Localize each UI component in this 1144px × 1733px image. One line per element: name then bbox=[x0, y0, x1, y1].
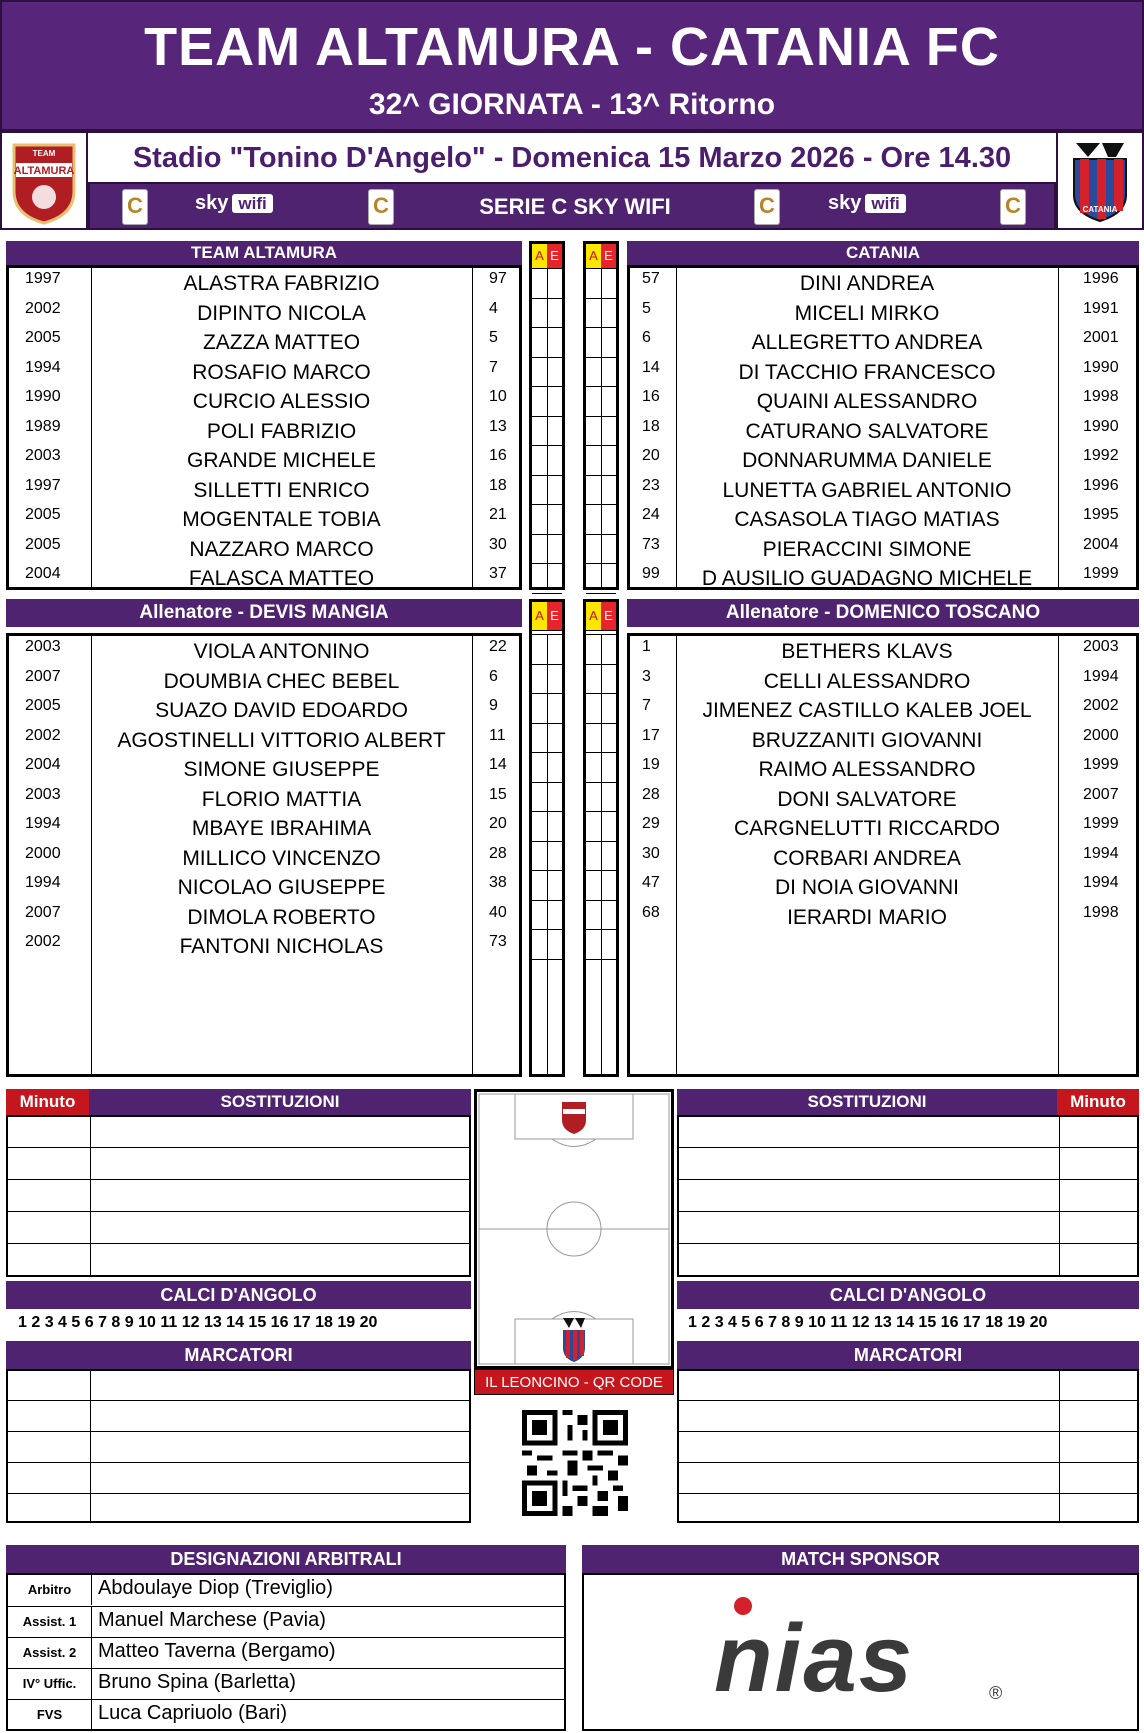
player-name: DIMOLA ROBERTO bbox=[187, 905, 376, 929]
altamura-crest-icon bbox=[2, 133, 86, 228]
referees-table bbox=[6, 1573, 566, 1731]
player-number: 97 bbox=[489, 270, 507, 287]
player-name: VIOLA ANTONINO bbox=[193, 640, 370, 663]
player-name: AGOSTINELLI VITTORIO ALBERT bbox=[117, 728, 446, 752]
altamura-logo bbox=[0, 131, 88, 230]
player-number: 6 bbox=[642, 329, 651, 346]
player-name: LUNETTA GABRIEL ANTONIO bbox=[722, 478, 1012, 502]
player-row bbox=[630, 872, 1136, 902]
referees-header: DESIGNAZIONI ARBITRALI bbox=[6, 1545, 566, 1573]
player-birth-year: 2002 bbox=[25, 299, 61, 317]
player-birth-year: 2000 bbox=[25, 844, 61, 862]
home-starters-cards: A E bbox=[529, 241, 565, 590]
serie-c-logo-icon: C bbox=[122, 189, 148, 225]
player-number: 14 bbox=[489, 756, 507, 773]
player-number: 18 bbox=[489, 476, 507, 494]
player-number: 28 bbox=[642, 785, 660, 803]
player-name: DONI SALVATORE bbox=[777, 787, 957, 811]
player-name: ALASTRA FABRIZIO bbox=[183, 272, 380, 295]
player-name: DI NOIA GIOVANNI bbox=[775, 876, 959, 899]
player-number: 38 bbox=[489, 874, 507, 891]
player-row bbox=[9, 725, 519, 755]
away-team-header: CATANIA bbox=[627, 241, 1139, 265]
sky-wifi-logo: sky wifi bbox=[195, 192, 273, 215]
player-number: 37 bbox=[489, 565, 507, 582]
referee-name: Manuel Marchese (Pavia) bbox=[98, 1609, 326, 1631]
player-row bbox=[9, 416, 519, 446]
player-row bbox=[630, 813, 1136, 843]
player-row bbox=[9, 357, 519, 387]
altamura-logo-top: TEAM bbox=[32, 149, 56, 158]
sky-wifi-logo: sky wifi bbox=[828, 192, 906, 215]
player-row bbox=[9, 931, 519, 961]
player-name: FANTONI NICHOLAS bbox=[179, 935, 384, 958]
player-row bbox=[9, 327, 519, 357]
away-subs-header: SOSTITUZIONI bbox=[677, 1089, 1057, 1115]
home-bench-table bbox=[6, 633, 522, 1077]
player-row bbox=[630, 843, 1136, 873]
player-name: MILLICO VINCENZO bbox=[182, 846, 381, 870]
referee-row bbox=[8, 1637, 564, 1667]
player-row bbox=[9, 784, 519, 814]
player-name: GRANDE MICHELE bbox=[186, 449, 377, 472]
player-row bbox=[9, 534, 519, 564]
player-row bbox=[9, 754, 519, 784]
player-number: 11 bbox=[489, 726, 506, 744]
player-name: FALASCA MATTEO bbox=[188, 567, 375, 590]
player-row bbox=[9, 666, 519, 696]
player-name: DINI ANDREA bbox=[799, 272, 935, 295]
player-birth-year: 1995 bbox=[1083, 506, 1119, 523]
player-birth-year: 1997 bbox=[25, 476, 61, 494]
player-number: 7 bbox=[642, 697, 651, 714]
player-number: 20 bbox=[642, 447, 660, 464]
player-name: CORBARI ANDREA bbox=[773, 846, 961, 870]
player-birth-year: 2007 bbox=[1083, 785, 1119, 803]
player-birth-year: 1994 bbox=[1083, 844, 1119, 862]
header-banner bbox=[0, 0, 1144, 131]
player-row bbox=[630, 725, 1136, 755]
player-birth-year: 1994 bbox=[25, 815, 61, 832]
home-starters-table bbox=[6, 265, 522, 590]
player-number: 28 bbox=[489, 844, 507, 862]
player-name: MOGENTALE TOBIA bbox=[182, 508, 381, 531]
referee-row bbox=[8, 1699, 564, 1729]
match-sponsor-header: MATCH SPONSOR bbox=[582, 1545, 1139, 1573]
away-starters-table bbox=[627, 265, 1139, 590]
player-birth-year: 1999 bbox=[1083, 565, 1119, 582]
player-name: DOUMBIA CHEC BEBEL bbox=[163, 669, 400, 693]
strip-center-text: SERIE C SKY WIFI bbox=[479, 194, 671, 219]
player-birth-year: 2003 bbox=[25, 638, 61, 655]
player-name: JIMENEZ CASTILLO KALEB JOEL bbox=[702, 699, 1032, 722]
pitch-diagram bbox=[474, 1089, 674, 1369]
sponsor-logo: nias bbox=[714, 1605, 915, 1712]
match-title: TEAM ALTAMURA - CATANIA FC bbox=[144, 17, 1000, 77]
player-number: 21 bbox=[489, 506, 507, 523]
player-name: FLORIO MATTIA bbox=[201, 787, 362, 811]
player-number: 3 bbox=[642, 667, 651, 685]
player-name: MBAYE IBRAHIMA bbox=[191, 817, 372, 840]
player-name: CURCIO ALESSIO bbox=[192, 390, 371, 413]
player-name: CELLI ALESSANDRO bbox=[763, 669, 971, 693]
league-sponsor-strip bbox=[88, 182, 1056, 230]
player-birth-year: 2005 bbox=[25, 697, 61, 714]
player-number: 20 bbox=[489, 815, 507, 832]
player-birth-year: 1997 bbox=[25, 270, 61, 287]
away-corners-numbers: 1 2 3 4 5 6 7 8 9 10 11 12 13 14 15 16 17 18 19 20 bbox=[688, 1314, 1048, 1331]
player-row bbox=[630, 504, 1136, 534]
player-birth-year: 1991 bbox=[1083, 299, 1119, 317]
player-number: 6 bbox=[489, 667, 498, 685]
player-name: BETHERS KLAVS bbox=[781, 640, 953, 663]
player-name: SIMONE GIUSEPPE bbox=[183, 758, 380, 781]
referee-name: Bruno Spina (Barletta) bbox=[98, 1671, 296, 1693]
player-name: D AUSILIO GUADAGNO MICHELE bbox=[701, 567, 1033, 590]
player-row bbox=[630, 784, 1136, 814]
away-scorers-table bbox=[677, 1369, 1139, 1523]
referee-role: Assist. 2 bbox=[8, 1638, 92, 1668]
venue-line: Stadio "Tonino D'Angelo" - Domenica 15 Marzo 2026 - Ore 14.30 bbox=[88, 131, 1056, 182]
home-team-header: TEAM ALTAMURA bbox=[6, 241, 522, 265]
player-birth-year: 1990 bbox=[25, 388, 61, 405]
player-birth-year: 2002 bbox=[1083, 697, 1119, 714]
player-number: 29 bbox=[642, 815, 660, 832]
player-name: PIERACCINI SIMONE bbox=[762, 537, 972, 561]
player-row bbox=[630, 386, 1136, 416]
player-name: NAZZARO MARCO bbox=[189, 537, 374, 561]
qr-code-icon bbox=[522, 1410, 628, 1516]
referee-row bbox=[8, 1575, 564, 1605]
player-birth-year: 2007 bbox=[25, 667, 61, 685]
player-row bbox=[9, 475, 519, 505]
player-birth-year: 1992 bbox=[1083, 447, 1119, 464]
player-birth-year: 1994 bbox=[1083, 874, 1119, 891]
player-birth-year: 2007 bbox=[25, 903, 61, 921]
player-name: ZAZZA MATTEO bbox=[202, 331, 361, 354]
player-birth-year: 1998 bbox=[1083, 903, 1119, 921]
player-birth-year: 1994 bbox=[25, 358, 61, 376]
player-row bbox=[9, 298, 519, 328]
away-subs-table bbox=[677, 1115, 1139, 1277]
player-row bbox=[630, 695, 1136, 725]
player-birth-year: 2003 bbox=[1083, 638, 1119, 655]
player-name: MICELI MIRKO bbox=[794, 301, 940, 325]
player-birth-year: 2005 bbox=[25, 535, 61, 553]
player-number: 40 bbox=[489, 903, 507, 921]
player-row bbox=[630, 445, 1136, 475]
player-number: 9 bbox=[489, 697, 498, 714]
player-row bbox=[630, 475, 1136, 505]
player-birth-year: 2002 bbox=[25, 933, 61, 950]
player-birth-year: 1996 bbox=[1083, 270, 1119, 287]
player-number: 1 bbox=[642, 638, 651, 655]
player-number: 18 bbox=[642, 417, 660, 435]
player-number: 16 bbox=[489, 447, 507, 464]
player-name: POLI FABRIZIO bbox=[206, 419, 357, 443]
player-name: BRUZZANITI GIOVANNI bbox=[751, 728, 983, 752]
away-minute-header: Minuto bbox=[1057, 1089, 1139, 1115]
player-row bbox=[630, 636, 1136, 666]
player-birth-year: 2004 bbox=[1083, 535, 1119, 553]
serie-c-logo-icon: C bbox=[1000, 189, 1026, 225]
player-birth-year: 1989 bbox=[25, 417, 61, 435]
sponsor-registered: ® bbox=[989, 1683, 1003, 1703]
player-number: 47 bbox=[642, 874, 660, 891]
player-name: CASASOLA TIAGO MATIAS bbox=[734, 508, 1000, 531]
player-row bbox=[9, 563, 519, 593]
player-number: 19 bbox=[642, 756, 660, 773]
player-number: 23 bbox=[642, 476, 660, 494]
player-birth-year: 2004 bbox=[25, 565, 61, 582]
home-scorers-header: MARCATORI bbox=[6, 1341, 471, 1369]
player-row bbox=[630, 268, 1136, 298]
player-row bbox=[630, 902, 1136, 932]
player-birth-year: 1999 bbox=[1083, 815, 1119, 832]
serie-c-logo-icon: C bbox=[368, 189, 394, 225]
player-number: 30 bbox=[489, 535, 507, 553]
home-subs-header: SOSTITUZIONI bbox=[89, 1089, 471, 1115]
player-number: 30 bbox=[642, 844, 660, 862]
away-coach: Allenatore - DOMENICO TOSCANO bbox=[627, 599, 1139, 627]
qr-code[interactable] bbox=[522, 1410, 628, 1516]
player-birth-year: 1996 bbox=[1083, 476, 1119, 494]
player-row bbox=[630, 416, 1136, 446]
away-bench-table bbox=[627, 633, 1139, 1077]
pitch-icon bbox=[477, 1092, 671, 1366]
player-name: CARGNELUTTI RICCARDO bbox=[733, 817, 1001, 840]
player-name: RAIMO ALESSANDRO bbox=[758, 758, 976, 781]
player-row bbox=[630, 563, 1136, 593]
home-subs-table bbox=[6, 1115, 471, 1277]
player-number: 73 bbox=[642, 535, 660, 553]
player-row bbox=[9, 504, 519, 534]
catania-logo-text: CATANIA bbox=[1082, 205, 1118, 214]
player-birth-year: 2003 bbox=[25, 447, 61, 464]
player-birth-year: 2000 bbox=[1083, 726, 1119, 744]
altamura-logo-text: ALTAMURA bbox=[13, 165, 75, 177]
home-coach: Allenatore - DEVIS MANGIA bbox=[6, 599, 522, 627]
player-name: QUAINI ALESSANDRO bbox=[756, 390, 978, 413]
player-row bbox=[9, 695, 519, 725]
referee-role: FVS bbox=[8, 1700, 92, 1730]
player-name: ROSAFIO MARCO bbox=[192, 360, 371, 384]
referee-row bbox=[8, 1668, 564, 1698]
player-row bbox=[9, 636, 519, 666]
player-name: CATURANO SALVATORE bbox=[745, 419, 989, 443]
player-birth-year: 1998 bbox=[1083, 388, 1119, 405]
qr-label: IL LEONCINO - QR CODE bbox=[474, 1369, 674, 1395]
serie-c-logo-icon: C bbox=[754, 189, 780, 225]
home-bench-cards: A E bbox=[529, 599, 565, 1077]
player-name: NICOLAO GIUSEPPE bbox=[177, 876, 386, 899]
referee-role: IV° Uffic. bbox=[8, 1669, 92, 1699]
player-birth-year: 1999 bbox=[1083, 756, 1119, 773]
catania-logo bbox=[1056, 131, 1144, 230]
player-row bbox=[9, 445, 519, 475]
round-label: 32^ GIORNATA - 13^ Ritorno bbox=[368, 88, 776, 121]
player-row bbox=[9, 902, 519, 932]
player-number: 68 bbox=[642, 903, 660, 921]
player-name: IERARDI MARIO bbox=[787, 905, 947, 929]
away-starters-cards: A E bbox=[583, 241, 619, 590]
player-birth-year: 2003 bbox=[25, 785, 61, 803]
player-number: 73 bbox=[489, 933, 507, 950]
player-birth-year: 2005 bbox=[25, 506, 61, 523]
home-scorers-table bbox=[6, 1369, 471, 1523]
player-name: SILLETTI ENRICO bbox=[193, 478, 370, 502]
player-number: 13 bbox=[489, 417, 507, 435]
away-corners-header: CALCI D'ANGOLO bbox=[677, 1281, 1139, 1309]
player-number: 16 bbox=[642, 388, 660, 405]
referee-role: Arbitro bbox=[8, 1575, 92, 1605]
player-birth-year: 2001 bbox=[1083, 329, 1119, 346]
player-row bbox=[630, 754, 1136, 784]
player-name: DONNARUMMA DANIELE bbox=[742, 449, 992, 472]
player-number: 15 bbox=[489, 785, 507, 803]
player-birth-year: 2005 bbox=[25, 329, 61, 346]
player-birth-year: 2002 bbox=[25, 726, 61, 744]
player-row bbox=[630, 298, 1136, 328]
away-scorers-header: MARCATORI bbox=[677, 1341, 1139, 1369]
referee-name: Matteo Taverna (Bergamo) bbox=[98, 1640, 336, 1662]
player-number: 22 bbox=[489, 638, 507, 655]
player-birth-year: 1994 bbox=[1083, 667, 1119, 685]
player-birth-year: 1990 bbox=[1083, 358, 1119, 376]
player-name: DI TACCHIO FRANCESCO bbox=[738, 360, 996, 384]
player-row bbox=[630, 327, 1136, 357]
player-row bbox=[9, 872, 519, 902]
player-number: 17 bbox=[642, 726, 660, 744]
player-row bbox=[630, 534, 1136, 564]
match-sponsor-box bbox=[582, 1573, 1139, 1731]
player-row bbox=[630, 357, 1136, 387]
player-number: 7 bbox=[489, 358, 498, 376]
player-number: 4 bbox=[489, 299, 498, 317]
player-number: 5 bbox=[489, 329, 498, 346]
player-row bbox=[9, 386, 519, 416]
player-number: 24 bbox=[642, 506, 660, 523]
referee-row bbox=[8, 1606, 564, 1636]
player-name: SUAZO DAVID EDOARDO bbox=[155, 699, 408, 722]
player-number: 57 bbox=[642, 270, 660, 287]
player-row bbox=[9, 268, 519, 298]
player-number: 14 bbox=[642, 358, 660, 376]
home-corners-numbers: 1 2 3 4 5 6 7 8 9 10 11 12 13 14 15 16 17 18 19 20 bbox=[18, 1314, 378, 1331]
player-row bbox=[9, 843, 519, 873]
referee-role: Assist. 1 bbox=[8, 1607, 92, 1637]
player-name: DIPINTO NICOLA bbox=[197, 301, 366, 325]
referee-name: Luca Capriuolo (Bari) bbox=[98, 1702, 287, 1724]
player-number: 10 bbox=[489, 388, 507, 405]
player-number: 5 bbox=[642, 299, 651, 317]
away-bench-cards: A E bbox=[583, 599, 619, 1077]
player-number: 99 bbox=[642, 565, 660, 582]
referee-name: Abdoulaye Diop (Treviglio) bbox=[98, 1577, 333, 1599]
player-birth-year: 1990 bbox=[1083, 417, 1119, 435]
player-row bbox=[9, 813, 519, 843]
player-name: ALLEGRETTO ANDREA bbox=[751, 331, 983, 354]
player-birth-year: 1994 bbox=[25, 874, 61, 891]
player-row bbox=[630, 666, 1136, 696]
player-birth-year: 2004 bbox=[25, 756, 61, 773]
home-corners-header: CALCI D'ANGOLO bbox=[6, 1281, 471, 1309]
home-minute-header: Minuto bbox=[6, 1089, 89, 1115]
